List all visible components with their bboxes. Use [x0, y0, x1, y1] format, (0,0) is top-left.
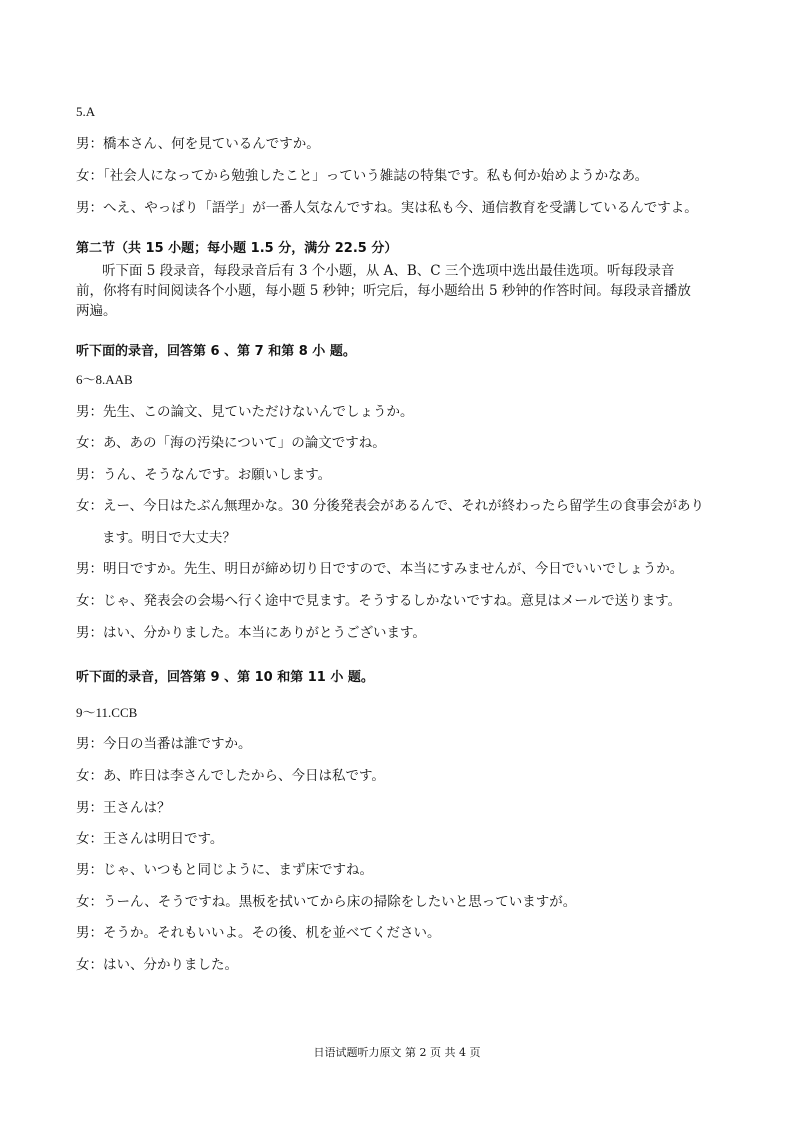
- dialogue-line: 女：あ、昨日は李さんでしたから、今日は私です。: [76, 768, 385, 784]
- dialogue-line: 女：あ、あの「海の汚染について」の論文ですね。: [76, 435, 386, 451]
- instructions-line: 听下面 5 段录音，每段录音后有 3 个小题，从 A、B、C 三个选项中选出最佳选项。听每段录音: [102, 263, 675, 279]
- dialogue-line: 男：今日の当番は誰ですか。: [76, 736, 252, 752]
- dialogue-line-continuation: ます。明日で大丈夫？: [102, 530, 236, 546]
- dialogue-line: 男：明日ですか。先生、明日が締め切り日ですので、本当にすみませんが、今日でいいでしょうか。: [76, 561, 684, 577]
- section-heading: 第二节（共 15 小题；每小题 1.5 分，满分 22.5 分）: [76, 241, 398, 256]
- dialogue-line: 女：うーん、そうですね。黒板を拭いてから床の掃除をしたいと思っていますが。: [76, 894, 577, 910]
- dialogue-line: 男：はい、分かりました。本当にありがとうございます。: [76, 625, 426, 641]
- dialogue-line: 男：先生、この論文、見ていただけないんでしょうか。: [76, 404, 414, 420]
- dialogue-line: 女：王さんは明日です。: [76, 831, 224, 847]
- dialogue-line: 男：うん、そうなんです。お願いします。: [76, 467, 332, 483]
- dialogue-line: 女：じゃ、発表会の会場へ行く途中で見ます。そうするしかないですね。意見はメールで送ります。: [76, 593, 682, 609]
- dialogue-line: 女：「社会人になってから勉強したこと」っていう雑誌の特集です。私も何か始めようかなあ。: [76, 168, 649, 184]
- dialogue-line: 男：橋本さん、何を見ているんですか。: [76, 136, 320, 152]
- answer-label: 9～11.CCB: [76, 705, 138, 720]
- page-footer: 日语试题听力原文 第 2 页 共 4 页: [313, 1046, 481, 1059]
- group-heading: 听下面的录音，回答第 6 、第 7 和第 8 小 题。: [76, 344, 356, 359]
- dialogue-line: 女：はい、分かりました。: [76, 957, 238, 973]
- instructions-line: 前，你将有时间阅读各个小题，每小题 5 秒钟；听完后，每小题给出 5 秒钟的作答时间。每段录音播放: [76, 283, 691, 299]
- question-label-5: 5.A: [76, 104, 96, 119]
- answer-label: 6～8.AAB: [76, 372, 133, 387]
- group-heading: 听下面的录音，回答第 9 、第 10 和第 11 小 题。: [76, 670, 374, 685]
- dialogue-line: 男：そうか。それもいいよ。その後、机を並べてください。: [76, 925, 441, 941]
- instructions-line: 两遍。: [76, 303, 117, 319]
- dialogue-line: 女：えー、今日はたぶん無理かな。30 分後発表会があるんで、それが終わったら留学生の食事会があり: [76, 498, 705, 514]
- dialogue-line: 男：王さんは？: [76, 800, 171, 816]
- dialogue-line: 男：へえ、やっぱり「語学」が一番人気なんですね。実は私も今、通信教育を受講しているんですよ。: [76, 200, 698, 216]
- dialogue-line: 男：じゃ、いつもと同じように、まず床ですね。: [76, 862, 373, 878]
